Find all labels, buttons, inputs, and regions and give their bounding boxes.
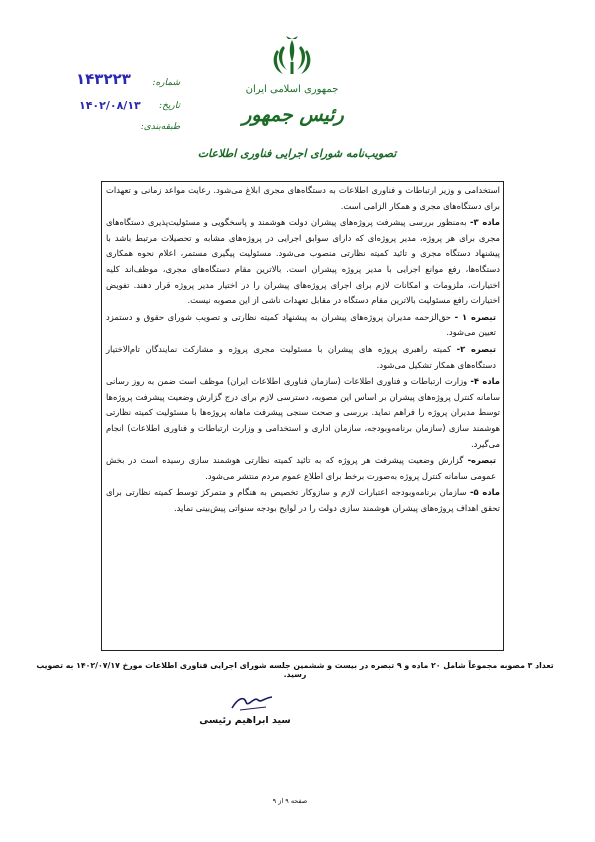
note-text: کمیته راهبری پروژه های پیشران با مسئولیت مجری پروژه و مشارکت نمایندگان تام‌الاختیار دستگاه‌های همکار تشکیل می‌شود. [106,343,496,370]
article-text: به‌منظور بررسی پیشرفت پروژه‌های پیشران دولت هوشمند و پاسخگویی و مسئولیت‌پذیری دستگاه‌های مجری برای هر پروژه، مدیر پروژه‌ای که دارای سوابق اجرایی در پروژه‌های مشابه و تحصیلات مرتبط باشد با پیشنهاد دستگاه مجری و تائید کمیته نظارتی منصوب می‌شود. مسئولیت پیگیری مستمر، اعلام نحوه همکاری دستگاه‌ها، رفع موانع اجرایی با مدیر پروژه پیشران است. بالاترین مقام دستگاه‌های مجری، موظف‌اند کلیه اختیارات، ملزومات و امکانات لازم برای اجرای پروژه‌های پیشران را در اختیار مدیر پروژه قرار دهند. تفویض اختیارات رافع مسئولیت بالاترین مقام دستگاه در مقابل تعهدات ناشی از این مصوبه نیست. [106,217,500,306]
article-text: وزارت ارتباطات و فناوری اطلاعات (سازمان فناوری اطلاعات ایران) موظف است ضمن به روز رسانی سامانه کنترل پروژه‌های پیشران بر اساس این مصوبه، دسترسی لازم برای درج گزارش وضعیت پیشرفت پروژه‌ها توسط مدیران پروژه را فراهم نماید. بررسی و صحت سنجی پیشرفت ماهانه پروژه‌ها با مسئولیت کمیته نظارتی هوشمند سازی (سازمان برنامه‌وبودجه، سازمان اداری و استخدامی و وزارت ارتباطات و فناوری اطلاعات) انجام می‌گیرد. [106,376,500,449]
article-heading: ماده ۴- [470,376,500,387]
iran-emblem-icon [269,36,315,80]
number-label: شماره: [152,78,180,88]
letterhead [0,0,595,175]
article-3 [106,215,500,309]
classification-label: طبقه‌بندی: [140,122,180,132]
signatory-name: سید ابراهیم رئیسی [199,715,291,726]
article-5 [106,485,500,516]
signature-mark [228,692,278,714]
article-4 [106,374,500,452]
page-number: صفحه ۹ از ۹ [272,797,308,805]
document-body [106,183,500,517]
article-heading: ماده ۳- [470,217,500,228]
article-text: سازمان برنامه‌وبودجه اعتبارات لازم و سازوکار تخصیص به هنگام و متمرکز توسط کمیته نظارتی برای تحقق اهداف پروژه‌های پیشران هوشمند سازی دولت را در لوایح بودجه سنواتی پیش‌بینی نماید. [106,487,500,513]
number-value: ۱۴۳۲۲۳ [76,70,131,88]
approval-statement: تعداد ۳ مصوبه مجموعاً شامل ۲۰ ماده و ۹ تبصره در بیست و ششمین جلسه شورای اجرایی فناوری اطلاعات مورخ ۱۴۰۲/۰۷/۱۷ به تصویب رسید. [36,661,554,679]
note-heading: تبصره ۲- [456,343,496,354]
note-heading: تبصره- [467,455,497,466]
note-article-4 [106,453,500,484]
note-heading: تبصره ۱ - [454,311,496,322]
paragraph-continuation: استخدامی و وزیر ارتباطات و فناوری اطلاعات به دستگاه‌های مجری ابلاغ می‌شود. رعایت مواعد زمانی و تعهدات برای دستگاه‌های مجری و همکار الزامی است. [106,185,500,211]
article-heading: ماده ۵- [470,487,500,498]
document-subtitle: تصویب‌نامه شورای اجرایی فناوری اطلاعات [197,147,397,160]
note-1 [106,310,500,341]
note-2 [106,342,500,373]
office-title: رئیس جمهور [242,104,344,126]
date-value: ۱۴۰۲/۰۸/۱۳ [79,99,141,112]
note-text: حق‌الزحمه مدیران پروژه‌های پیشران به پیشنهاد کمیته نظارتی و تصویب شورای حقوق و دستمزد تعیین می‌شود. [106,311,496,338]
note-text: گزارش وضعیت پیشرفت هر پروژه که به تائید کمیته نظارتی هوشمند سازی رسیده است در بخش عمومی سامانه کنترل پروژه به‌صورت برخط برای اطلاع عموم مردم منتشر می‌شود. [106,455,496,481]
date-label: تاریخ: [159,101,180,111]
country-name: جمهوری اسلامی ایران [245,84,339,95]
